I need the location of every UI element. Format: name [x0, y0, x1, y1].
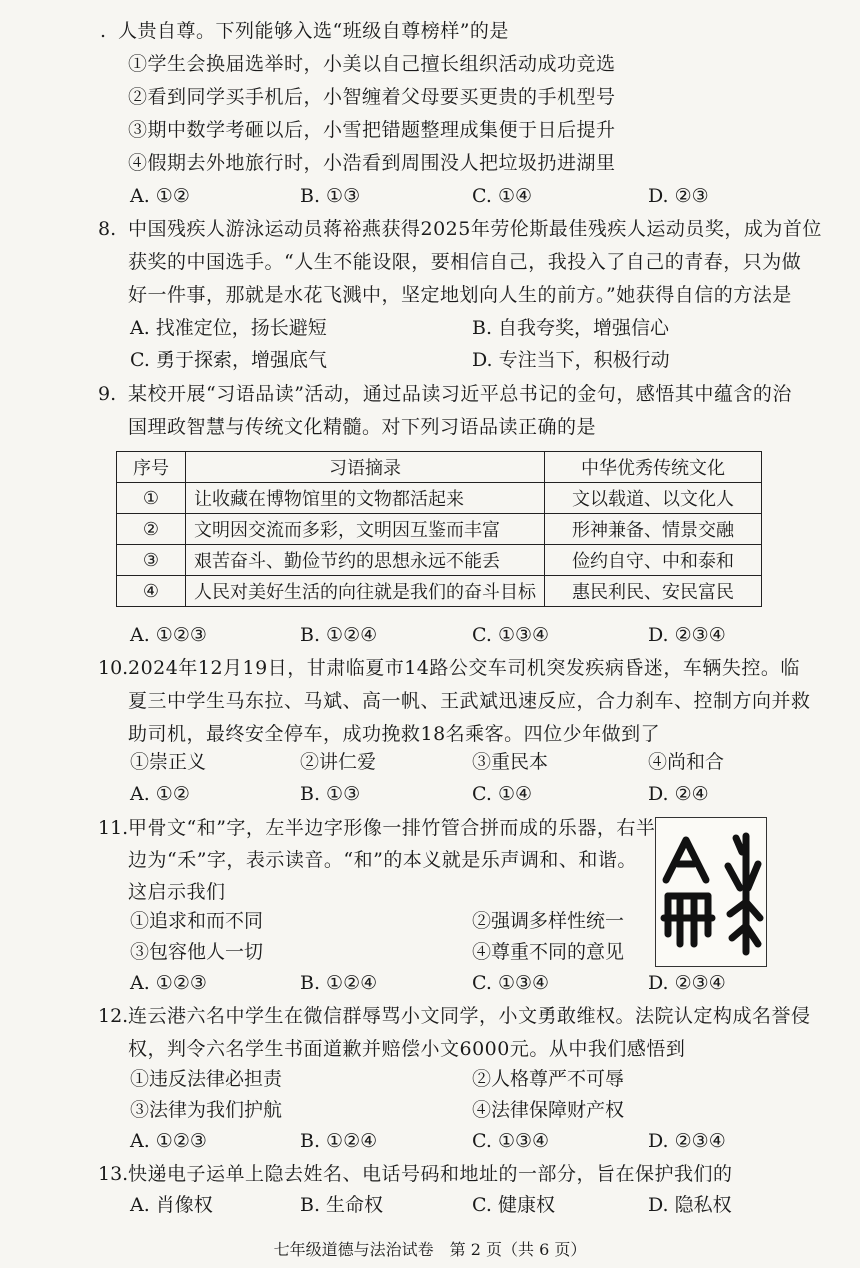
q7-stem: 人贵自尊。下列能够入选“班级自尊榜样”的是: [118, 20, 509, 42]
q8-stem-line-3: 好一件事，那就是水花飞溅中，坚定地划向人生的前方。”她获得自信的方法是: [128, 284, 792, 306]
table-cell-index: ①: [117, 483, 186, 514]
q12-item-3: ③法律为我们护航: [130, 1099, 283, 1121]
q12-option-c[interactable]: C. ①③④: [472, 1130, 550, 1152]
q8-stem-line-2: 获奖的中国选手。“人生不能设限，要相信自己，我投入了自己的青春，只为做: [128, 251, 802, 273]
q7-item-4: ④假期去外地旅行时，小浩看到周围没人把垃圾扔进湖里: [128, 152, 616, 174]
q11-stem-line-3: 这启示我们: [128, 881, 226, 903]
q10-option-d[interactable]: D. ②④: [648, 783, 709, 805]
q8-number: 8.: [98, 218, 117, 240]
q11-number: 11.: [98, 817, 129, 839]
q11-item-4: ④尊重不同的意见: [472, 941, 625, 963]
q9-option-a[interactable]: A. ①②③: [130, 624, 207, 646]
q13-option-b[interactable]: B. 生命权: [300, 1194, 384, 1216]
q8-option-a[interactable]: A. 找准定位，扬长避短: [130, 317, 327, 339]
q7-option-a[interactable]: A. ①②: [130, 185, 190, 207]
table-row: [117, 576, 762, 607]
quote-table: [116, 451, 762, 607]
table-cell-culture: 形神兼备、情景交融: [545, 514, 762, 545]
q12-option-b[interactable]: B. ①②④: [300, 1130, 378, 1152]
table-cell-culture: 俭约自守、中和泰和: [545, 545, 762, 576]
q8-option-d[interactable]: D. 专注当下，积极行动: [472, 349, 670, 371]
q10-option-a[interactable]: A. ①②: [130, 783, 190, 805]
q10-stem-line-2: 夏三中学生马东拉、马斌、高一帆、王武斌迅速反应，合力刹车、控制方向并救: [128, 690, 811, 712]
q11-option-b[interactable]: B. ①②④: [300, 972, 378, 994]
q9-option-d[interactable]: D. ②③④: [648, 624, 726, 646]
q7-item-2: ②看到同学买手机后，小智缠着父母要买更贵的手机型号: [128, 86, 616, 108]
table-cell-culture: 文以载道、以文化人: [545, 483, 762, 514]
page-mark: .: [100, 20, 107, 42]
q11-stem-line-1: 甲骨文“和”字，左半边字形像一排竹管合拼而成的乐器，右半: [128, 817, 656, 839]
table-cell-index: ④: [117, 576, 186, 607]
table-header-index: 序号: [117, 452, 186, 483]
table-cell-index: ③: [117, 545, 186, 576]
table-cell-quote: 人民对美好生活的向往就是我们的奋斗目标: [186, 576, 545, 607]
q10-item-3: ③重民本: [472, 751, 549, 773]
table-row: [117, 545, 762, 576]
q12-stem-line-2: 权，判令六名学生书面道歉并赔偿小文6000元。从中我们感悟到: [128, 1038, 686, 1060]
table-header-quote: 习语摘录: [186, 452, 545, 483]
q10-stem-line-1: 2024年12月19日，甘肃临夏市14路公交车司机突发疾病昏迷，车辆失控。临: [128, 657, 800, 679]
q9-stem-line-1: 某校开展“习语品读”活动，通过品读习近平总书记的金句，感悟其中蕴含的治: [128, 383, 792, 405]
table-cell-quote: 艰苦奋斗、勤俭节约的思想永远不能丢: [186, 545, 545, 576]
q10-item-1: ①崇正义: [130, 751, 207, 773]
q12-stem-line-1: 连云港六名中学生在微信群辱骂小文同学，小文勇敢维权。法院认定构成名誉侵: [128, 1005, 811, 1027]
q11-item-1: ①追求和而不同: [130, 910, 264, 932]
table-cell-culture: 惠民利民、安民富民: [545, 576, 762, 607]
q11-option-a[interactable]: A. ①②③: [130, 972, 207, 994]
q12-option-d[interactable]: D. ②③④: [648, 1130, 726, 1152]
q13-option-d[interactable]: D. 隐私权: [648, 1194, 732, 1216]
q10-stem-line-3: 助司机，最终安全停车，成功挽救18名乘客。四位少年做到了: [128, 723, 661, 745]
q13-option-c[interactable]: C. 健康权: [472, 1194, 555, 1216]
q11-stem-line-2: 边为“禾”字，表示读音。“和”的本义就是乐声调和、和谐。: [128, 849, 637, 871]
q10-option-b[interactable]: B. ①③: [300, 783, 361, 805]
q7-item-1: ①学生会换届选举时，小美以自己擅长组织活动成功竞选: [128, 53, 616, 75]
q12-item-1: ①违反法律必担责: [130, 1068, 283, 1090]
q7-option-c[interactable]: C. ①④: [472, 185, 533, 207]
table-header-culture: 中华优秀传统文化: [545, 452, 762, 483]
q7-option-d[interactable]: D. ②③: [648, 185, 709, 207]
q11-option-c[interactable]: C. ①③④: [472, 972, 550, 994]
q8-option-b[interactable]: B. 自我夸奖，增强信心: [472, 317, 670, 339]
q9-option-b[interactable]: B. ①②④: [300, 624, 378, 646]
q12-number: 12.: [98, 1005, 129, 1027]
oracle-glyph-icon: [656, 818, 766, 966]
q9-number: 9.: [98, 383, 117, 405]
oracle-bone-he-image: [655, 817, 767, 967]
table-header-row: [117, 452, 762, 483]
q12-item-2: ②人格尊严不可辱: [472, 1068, 625, 1090]
q10-item-2: ②讲仁爱: [300, 751, 377, 773]
q10-number: 10.: [98, 657, 129, 679]
q8-option-c[interactable]: C. 勇于探索，增强底气: [130, 349, 327, 371]
q13-number: 13.: [98, 1163, 129, 1185]
table-row: [117, 483, 762, 514]
table-row: [117, 514, 762, 545]
q12-item-4: ④法律保障财产权: [472, 1099, 625, 1121]
q13-option-a[interactable]: A. 肖像权: [130, 1194, 213, 1216]
q9-option-c[interactable]: C. ①③④: [472, 624, 550, 646]
q8-stem-line-1: 中国残疾人游泳运动员蒋裕燕获得2025年劳伦斯最佳残疾人运动员奖，成为首位: [128, 218, 822, 240]
q11-item-2: ②强调多样性统一: [472, 910, 625, 932]
q12-option-a[interactable]: A. ①②③: [130, 1130, 207, 1152]
q11-item-3: ③包容他人一切: [130, 941, 264, 963]
table-cell-quote: 文明因交流而多彩，文明因互鉴而丰富: [186, 514, 545, 545]
q10-option-c[interactable]: C. ①④: [472, 783, 533, 805]
q7-item-3: ③期中数学考砸以后，小雪把错题整理成集便于日后提升: [128, 119, 616, 141]
q11-option-d[interactable]: D. ②③④: [648, 972, 726, 994]
table-cell-index: ②: [117, 514, 186, 545]
q10-item-4: ④尚和合: [648, 751, 725, 773]
q13-stem: 快递电子运单上隐去姓名、电话号码和地址的一部分，旨在保护我们的: [128, 1163, 733, 1185]
q7-option-b[interactable]: B. ①③: [300, 185, 361, 207]
q9-stem-line-2: 国理政智慧与传统文化精髓。对下列习语品读正确的是: [128, 416, 597, 438]
table-cell-quote: 让收藏在博物馆里的文物都活起来: [186, 483, 545, 514]
page-footer: 七年级道德与法治试卷 第 2 页（共 6 页）: [273, 1240, 587, 1259]
